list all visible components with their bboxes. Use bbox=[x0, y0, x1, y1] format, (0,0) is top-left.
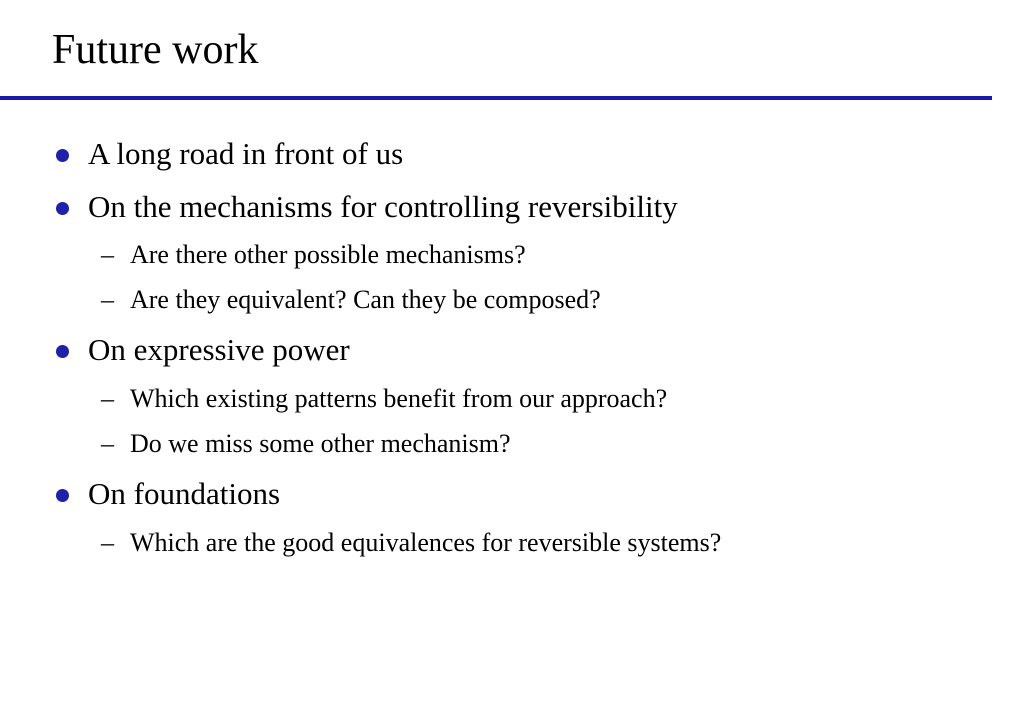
sub-bullet-item bbox=[101, 384, 668, 414]
bullet-text: On foundations bbox=[88, 476, 281, 511]
sub-bullet-item bbox=[101, 429, 511, 459]
bullet-dot-icon bbox=[56, 345, 69, 358]
bullet-item bbox=[88, 332, 350, 368]
sub-bullet-item bbox=[101, 285, 601, 315]
bullet-dot-icon bbox=[56, 489, 69, 502]
bullet-text: On the mechanisms for controlling reversibility bbox=[88, 189, 678, 224]
bullet-item bbox=[88, 476, 280, 512]
dash-icon: – bbox=[101, 429, 114, 458]
slide-title: Future work bbox=[52, 27, 259, 73]
sub-bullet-item bbox=[101, 528, 722, 558]
bullet-dot-icon bbox=[56, 149, 69, 162]
bullet-dot-icon bbox=[56, 202, 69, 215]
bullet-item bbox=[88, 189, 678, 225]
dash-icon: – bbox=[101, 285, 114, 314]
sub-bullet-text: Which existing patterns benefit from our approach? bbox=[130, 384, 668, 413]
sub-bullet-text: Are there other possible mechanisms? bbox=[130, 240, 526, 269]
dash-icon: – bbox=[101, 240, 114, 269]
bullet-item bbox=[88, 136, 403, 172]
dash-icon: – bbox=[101, 384, 114, 413]
sub-bullet-text: Are they equivalent? Can they be composed? bbox=[130, 285, 601, 314]
sub-bullet-text: Do we miss some other mechanism? bbox=[130, 429, 511, 458]
sub-bullet-item bbox=[101, 240, 526, 270]
bullet-text: A long road in front of us bbox=[88, 136, 404, 171]
dash-icon: – bbox=[101, 528, 114, 557]
bullet-text: On expressive power bbox=[88, 332, 350, 367]
sub-bullet-text: Which are the good equivalences for reversible systems? bbox=[130, 528, 722, 557]
